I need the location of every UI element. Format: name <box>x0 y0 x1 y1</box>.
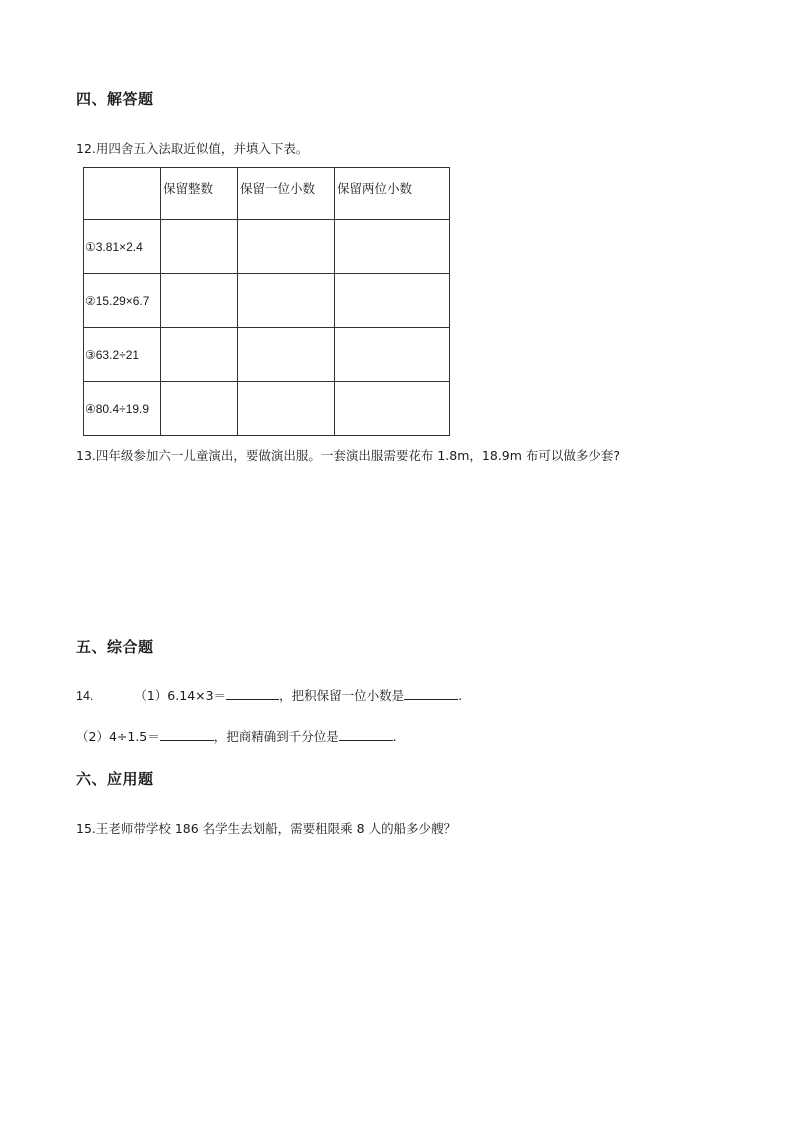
answer-cell[interactable] <box>161 274 238 328</box>
table-header-cell: 保留整数 <box>161 168 238 220</box>
question-14-part-2-end: . <box>392 729 397 744</box>
question-14-part-1-expression: （1）6.14×3＝ <box>134 688 227 703</box>
question-14-part-2-expression: （2）4÷1.5＝ <box>76 729 160 744</box>
question-13-text: 13.四年级参加六一儿童演出，要做演出服。一套演出服需要花布 1.8m，18.9m 布可以做多少套? <box>76 448 621 463</box>
question-14-part-1 <box>76 686 462 704</box>
row-label: ①3.81×2.4 <box>84 220 161 274</box>
answer-cell[interactable] <box>161 220 238 274</box>
answer-cell[interactable] <box>238 382 335 436</box>
row-label: ②15.29×6.7 <box>84 274 161 328</box>
question-14-part-2 <box>76 727 397 745</box>
answer-cell[interactable] <box>335 328 450 382</box>
answer-cell[interactable] <box>335 382 450 436</box>
table-row <box>84 220 450 274</box>
answer-cell[interactable] <box>335 220 450 274</box>
answer-cell[interactable] <box>238 274 335 328</box>
section-heading-4: 四、解答题 <box>76 90 154 108</box>
approximation-table <box>83 167 450 436</box>
question-14-part-2-prompt: ，把商精确到千分位是 <box>213 729 339 744</box>
table-header-cell: 保留一位小数 <box>238 168 335 220</box>
section-heading-5: 五、综合题 <box>76 638 154 656</box>
question-14-number: 14. <box>76 689 94 703</box>
question-15-text: 15.王老师带学校 186 名学生去划船，需要租限乘 8 人的船多少艘？ <box>76 821 457 836</box>
answer-blank[interactable] <box>226 687 279 700</box>
question-12-text: 12.用四舍五入法取近似值，并填入下表。 <box>76 141 309 156</box>
answer-blank[interactable] <box>404 687 458 700</box>
answer-cell[interactable] <box>238 220 335 274</box>
answer-cell[interactable] <box>161 328 238 382</box>
answer-cell[interactable] <box>238 328 335 382</box>
table-header-cell <box>84 168 161 220</box>
answer-blank[interactable] <box>339 728 393 741</box>
section-heading-6: 六、应用题 <box>76 770 154 788</box>
table-header-cell: 保留两位小数 <box>335 168 450 220</box>
question-14-part-1-prompt: ，把积保留一位小数是 <box>279 688 405 703</box>
row-label: ④80.4÷19.9 <box>84 382 161 436</box>
answer-cell[interactable] <box>335 274 450 328</box>
table-row <box>84 274 450 328</box>
table-row <box>84 382 450 436</box>
row-label: ③63.2÷21 <box>84 328 161 382</box>
answer-blank[interactable] <box>160 728 214 741</box>
question-14-part-1-end: . <box>458 688 463 703</box>
answer-cell[interactable] <box>161 382 238 436</box>
table-row <box>84 328 450 382</box>
table-header-row <box>84 168 450 220</box>
